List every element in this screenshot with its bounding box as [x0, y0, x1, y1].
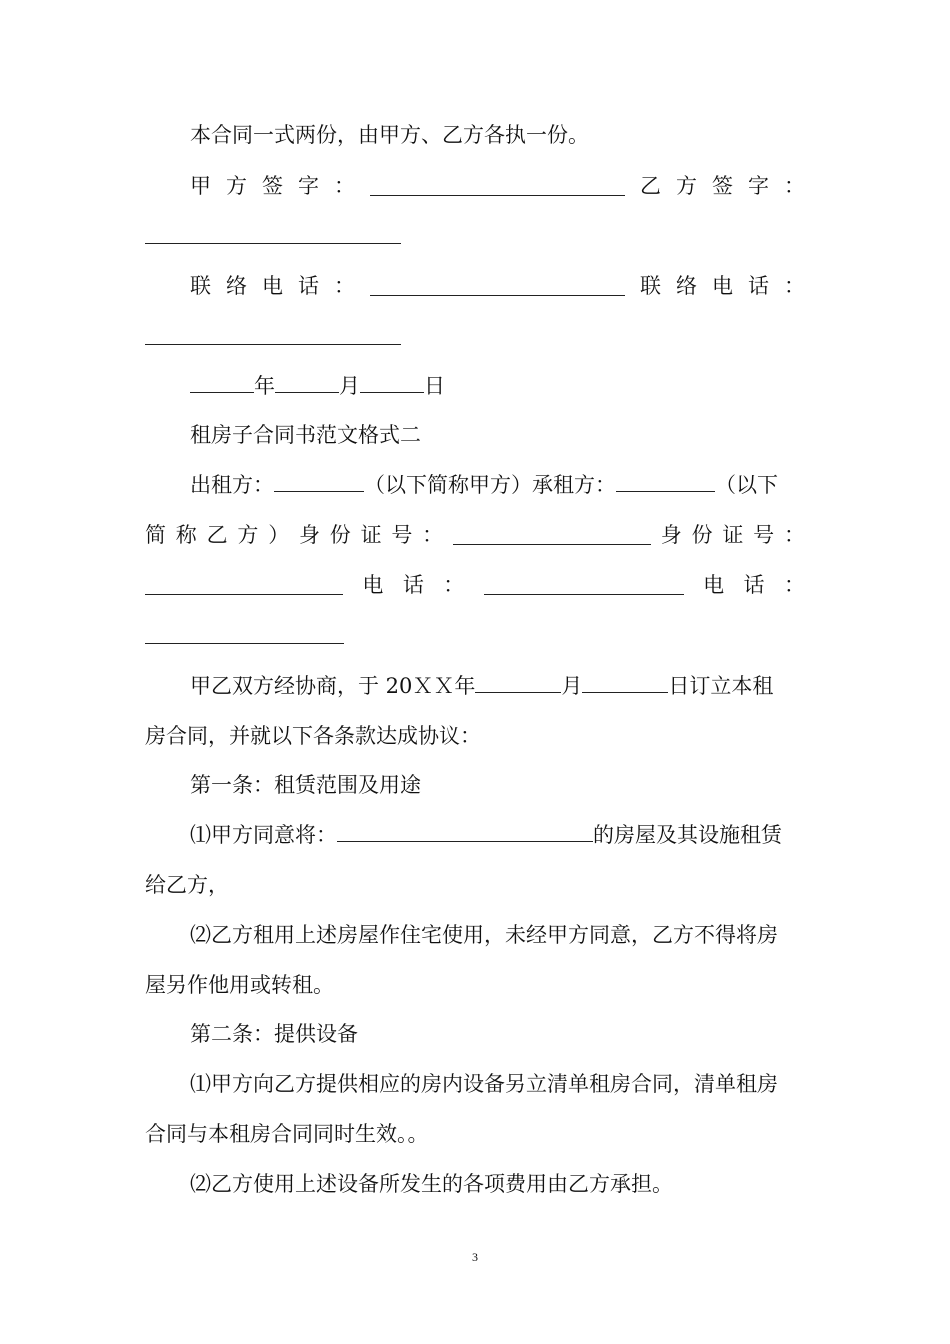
- sign-b-char: 乙: [640, 174, 661, 198]
- phone-row: [190, 272, 805, 300]
- lessor-id-blank[interactable]: [453, 526, 651, 545]
- lessor-blank[interactable]: [274, 473, 364, 492]
- month-blank[interactable]: [275, 374, 339, 393]
- party-b-phone-blank[interactable]: [145, 344, 401, 345]
- phone-b-char: ：: [784, 274, 805, 298]
- article1-item2-line2: 屋另作他用或转租。: [145, 973, 334, 997]
- intro-line-1: 甲乙双方经协商，于 20ＸＸ年 月 日订立本租: [190, 674, 774, 698]
- sign-b-char: ：: [784, 174, 805, 198]
- property-address-blank[interactable]: [337, 823, 593, 842]
- phone-b-char: 电: [712, 274, 733, 298]
- section-title: 租房子合同书范文格式二: [190, 423, 421, 447]
- date-line: 年 月 日: [190, 372, 805, 400]
- intro-line-2: 房合同，并就以下各条款达成协议：: [145, 724, 481, 748]
- sign-a-char: 方: [226, 174, 247, 198]
- party-b-signature-blank[interactable]: [145, 243, 401, 244]
- sign-b-char: 字: [748, 174, 769, 198]
- intro-day-blank[interactable]: [582, 674, 668, 693]
- signature-row: [190, 172, 805, 200]
- phone-a-char: 电: [262, 274, 283, 298]
- phone-a-char: ：: [334, 274, 355, 298]
- lessee-id-blank[interactable]: [145, 576, 343, 595]
- phone-b-char: 络: [676, 274, 697, 298]
- article1-item1-line1: ⑴甲方同意将： 的房屋及其设施租赁: [190, 823, 782, 847]
- phone-b-char: 话: [748, 274, 769, 298]
- phone-a-char: 联: [190, 274, 211, 298]
- party-a-signature-blank[interactable]: [370, 177, 625, 196]
- article1-item2-line1: ⑵乙方租用上述房屋作住宅使用，未经甲方同意，乙方不得将房: [190, 923, 778, 947]
- article2-item2: ⑵乙方使用上述设备所发生的各项费用由乙方承担。: [190, 1172, 673, 1196]
- parties-line-1: 出租方： （以下简称甲方）承租方： （以下: [190, 473, 778, 497]
- phone-b-char: 联: [640, 274, 661, 298]
- intro-month-blank[interactable]: [475, 674, 561, 693]
- sign-a-char: 甲: [190, 174, 211, 198]
- year-blank[interactable]: [190, 374, 254, 393]
- sign-b-char: 方: [676, 174, 697, 198]
- page-number: 3: [472, 1250, 478, 1264]
- parties-line-3: 电 话 ： 电 话 ：: [145, 571, 805, 599]
- sign-a-char: 签: [262, 174, 283, 198]
- article2-title: 第二条：提供设备: [190, 1022, 358, 1046]
- party-a-phone-blank[interactable]: [370, 277, 625, 296]
- article2-item1-line2: 合同与本租房合同同时生效。。: [145, 1122, 429, 1146]
- article2-item1-line1: ⑴甲方向乙方提供相应的房内设备另立清单租房合同，清单租房: [190, 1072, 778, 1096]
- sign-a-char: 字: [298, 174, 319, 198]
- lessee-phone-blank[interactable]: [145, 643, 344, 644]
- sign-a-char: ：: [334, 174, 355, 198]
- lessor-phone-blank[interactable]: [484, 576, 684, 595]
- closing-line: 本合同一式两份，由甲方、乙方各执一份。: [190, 123, 589, 147]
- sign-b-char: 签: [712, 174, 733, 198]
- parties-line-2: 简 称 乙 方 ） 身 份 证 号 ： 身 份 证 号 ：: [145, 523, 805, 547]
- day-blank[interactable]: [360, 374, 424, 393]
- phone-a-char: 话: [298, 274, 319, 298]
- article1-item1-line2: 给乙方，: [145, 873, 229, 897]
- lessee-blank[interactable]: [616, 473, 715, 492]
- article1-title: 第一条：租赁范围及用途: [190, 773, 421, 797]
- phone-a-char: 络: [226, 274, 247, 298]
